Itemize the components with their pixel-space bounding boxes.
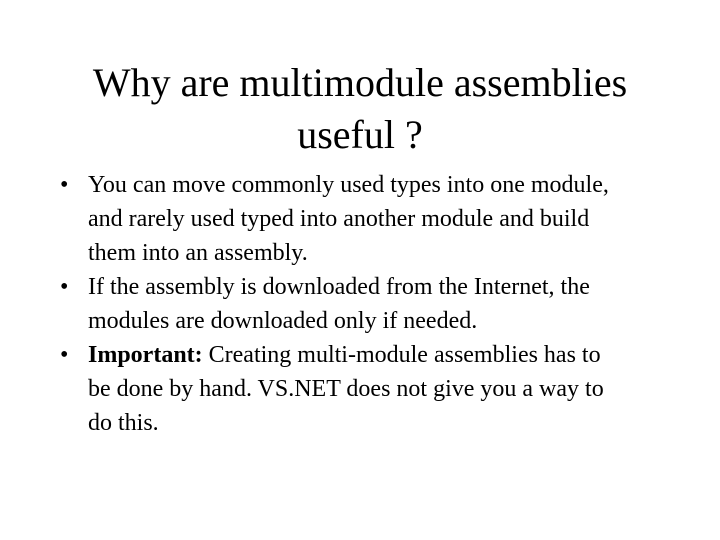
title-line: useful ? [297, 111, 423, 157]
bullet-item [58, 270, 698, 338]
bullet-item [58, 168, 698, 270]
bullet-text-line: modules are downloaded only if needed. [88, 308, 478, 334]
bullet-icon: • [60, 172, 69, 198]
bullet-text-line: If the assembly is downloaded from the Internet, the [88, 274, 590, 300]
bullet-text-line [88, 338, 698, 372]
important-label: Important: [88, 342, 203, 368]
bullet-text-line: and rarely used typed into another module and build [88, 206, 590, 232]
bullet-text-line: You can move commonly used types into one module, [88, 172, 609, 198]
bullet-item [58, 338, 698, 440]
bullet-icon: • [60, 274, 69, 300]
bullet-list [58, 168, 698, 440]
bullet-text-line: them into an assembly. [88, 240, 308, 266]
bullet-text-line: be done by hand. VS.NET does not give you a way to [88, 376, 604, 402]
bullet-text: Creating multi-module assemblies has to [202, 342, 601, 368]
title-line: Why are multimodule assemblies [92, 59, 628, 105]
bullet-text-line: do this. [88, 410, 159, 436]
bullet-icon: • [60, 342, 69, 368]
slide-title [40, 57, 680, 161]
